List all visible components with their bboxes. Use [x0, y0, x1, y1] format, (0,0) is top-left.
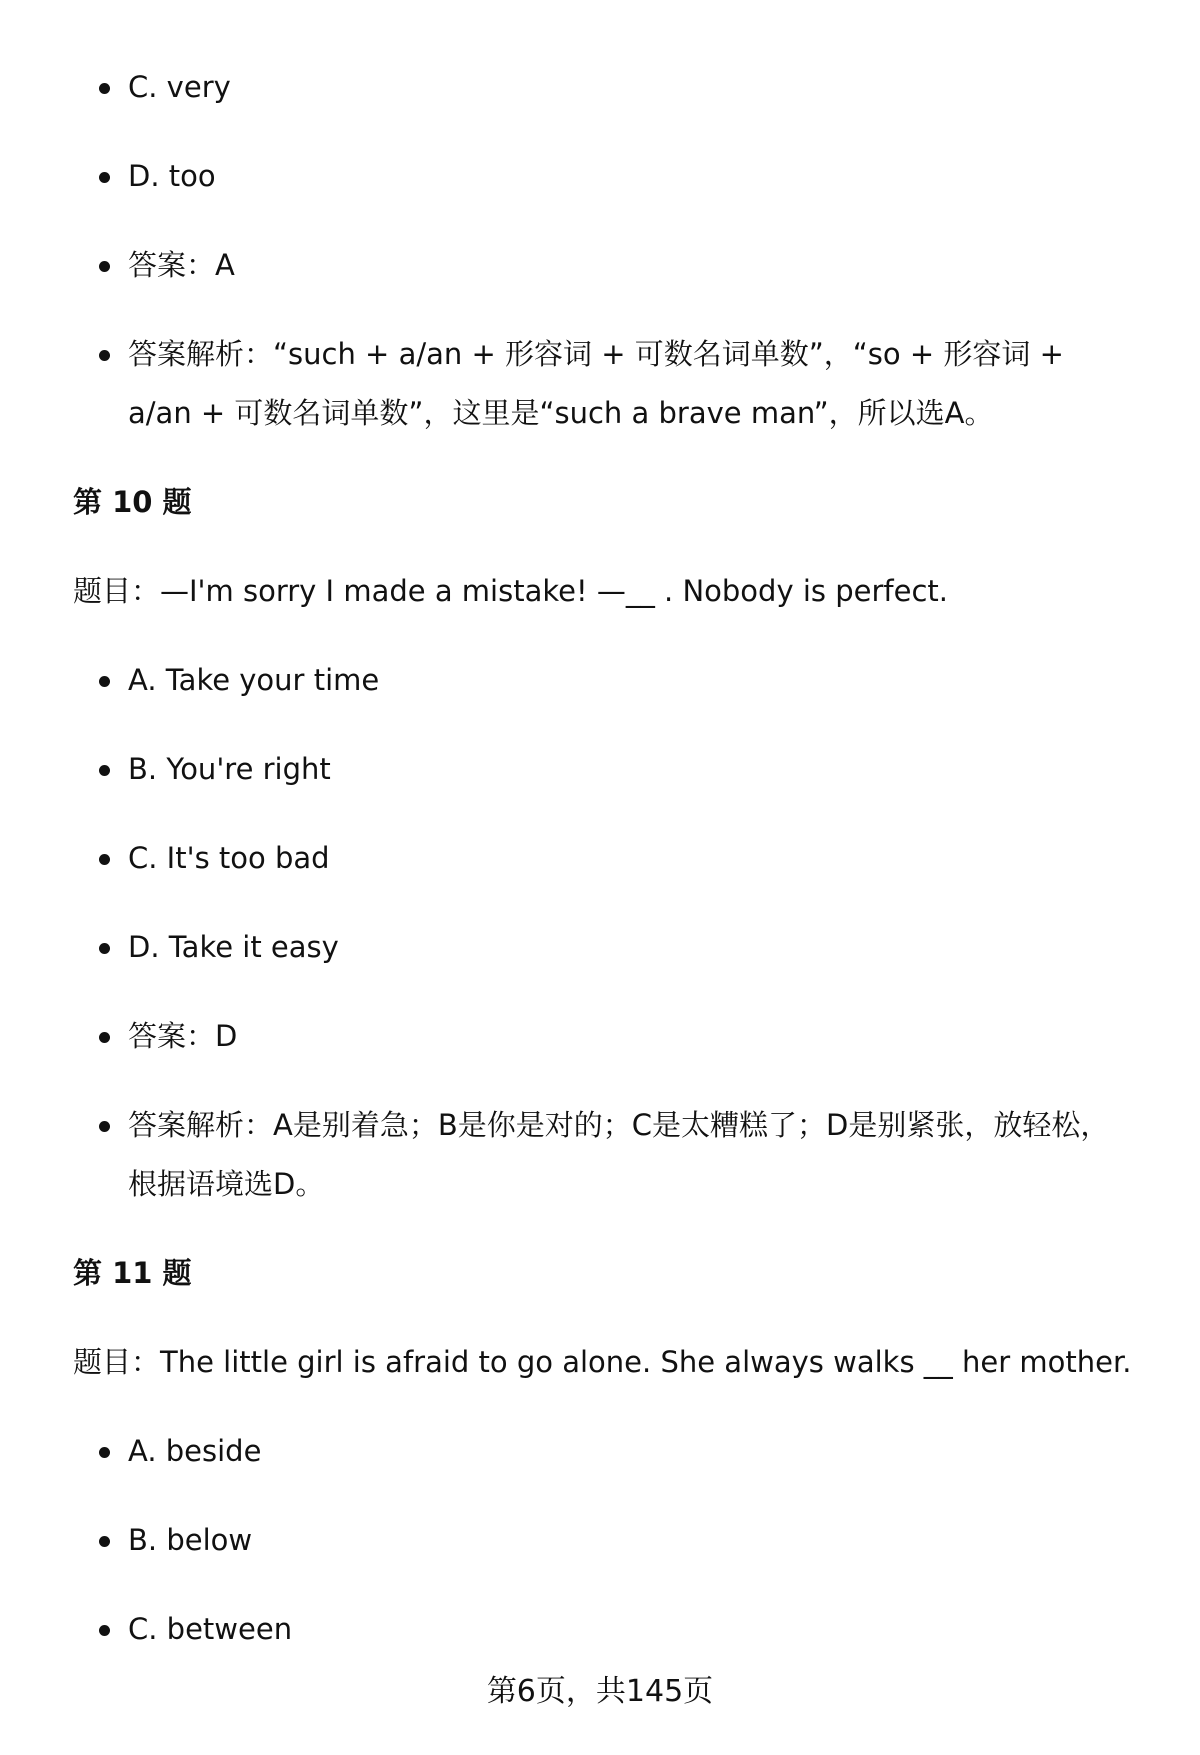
- q11-option-a: A. beside: [73, 1422, 1133, 1481]
- question-11-stem: 题目：The little girl is afraid to go alone. She always walks __ her mother.: [73, 1345, 1132, 1379]
- q10-option-c: C. It's too bad: [73, 829, 1133, 888]
- question-11-list: [73, 1422, 1133, 1659]
- option-d-too: D. too: [73, 147, 1133, 206]
- page-number-footer: 第6页，共145页: [486, 1674, 714, 1709]
- q10-option-d: D. Take it easy: [73, 918, 1133, 977]
- answer-q10: 答案：D: [73, 1007, 1133, 1066]
- question-10-list: [73, 651, 1133, 1214]
- explanation-q9: 答案解析：“such + a/an + 形容词 + 可数名词单数”，“so + 形容词 + a/an + 可数名词单数”，这里是“such a brave man”，所以选A。: [73, 325, 1133, 443]
- question-10-title: 第 10 题: [73, 485, 192, 519]
- answer-q9: 答案：A: [73, 236, 1133, 295]
- q11-option-b: B. below: [73, 1511, 1133, 1570]
- page-content: [73, 58, 1133, 1689]
- q10-option-a: A. Take your time: [73, 651, 1133, 710]
- question-11-title: 第 11 题: [73, 1256, 192, 1290]
- question-9-tail-list: [73, 58, 1133, 443]
- q10-option-b: B. You're right: [73, 740, 1133, 799]
- q11-option-c: C. between: [73, 1600, 1133, 1659]
- option-c-very: C. very: [73, 58, 1133, 117]
- explanation-q10: 答案解析：A是别着急；B是你是对的；C是太糟糕了；D是别紧张，放轻松，根据语境选D。: [73, 1096, 1133, 1214]
- question-10-stem: 题目：—I'm sorry I made a mistake! —__ . Nobody is perfect.: [73, 574, 948, 608]
